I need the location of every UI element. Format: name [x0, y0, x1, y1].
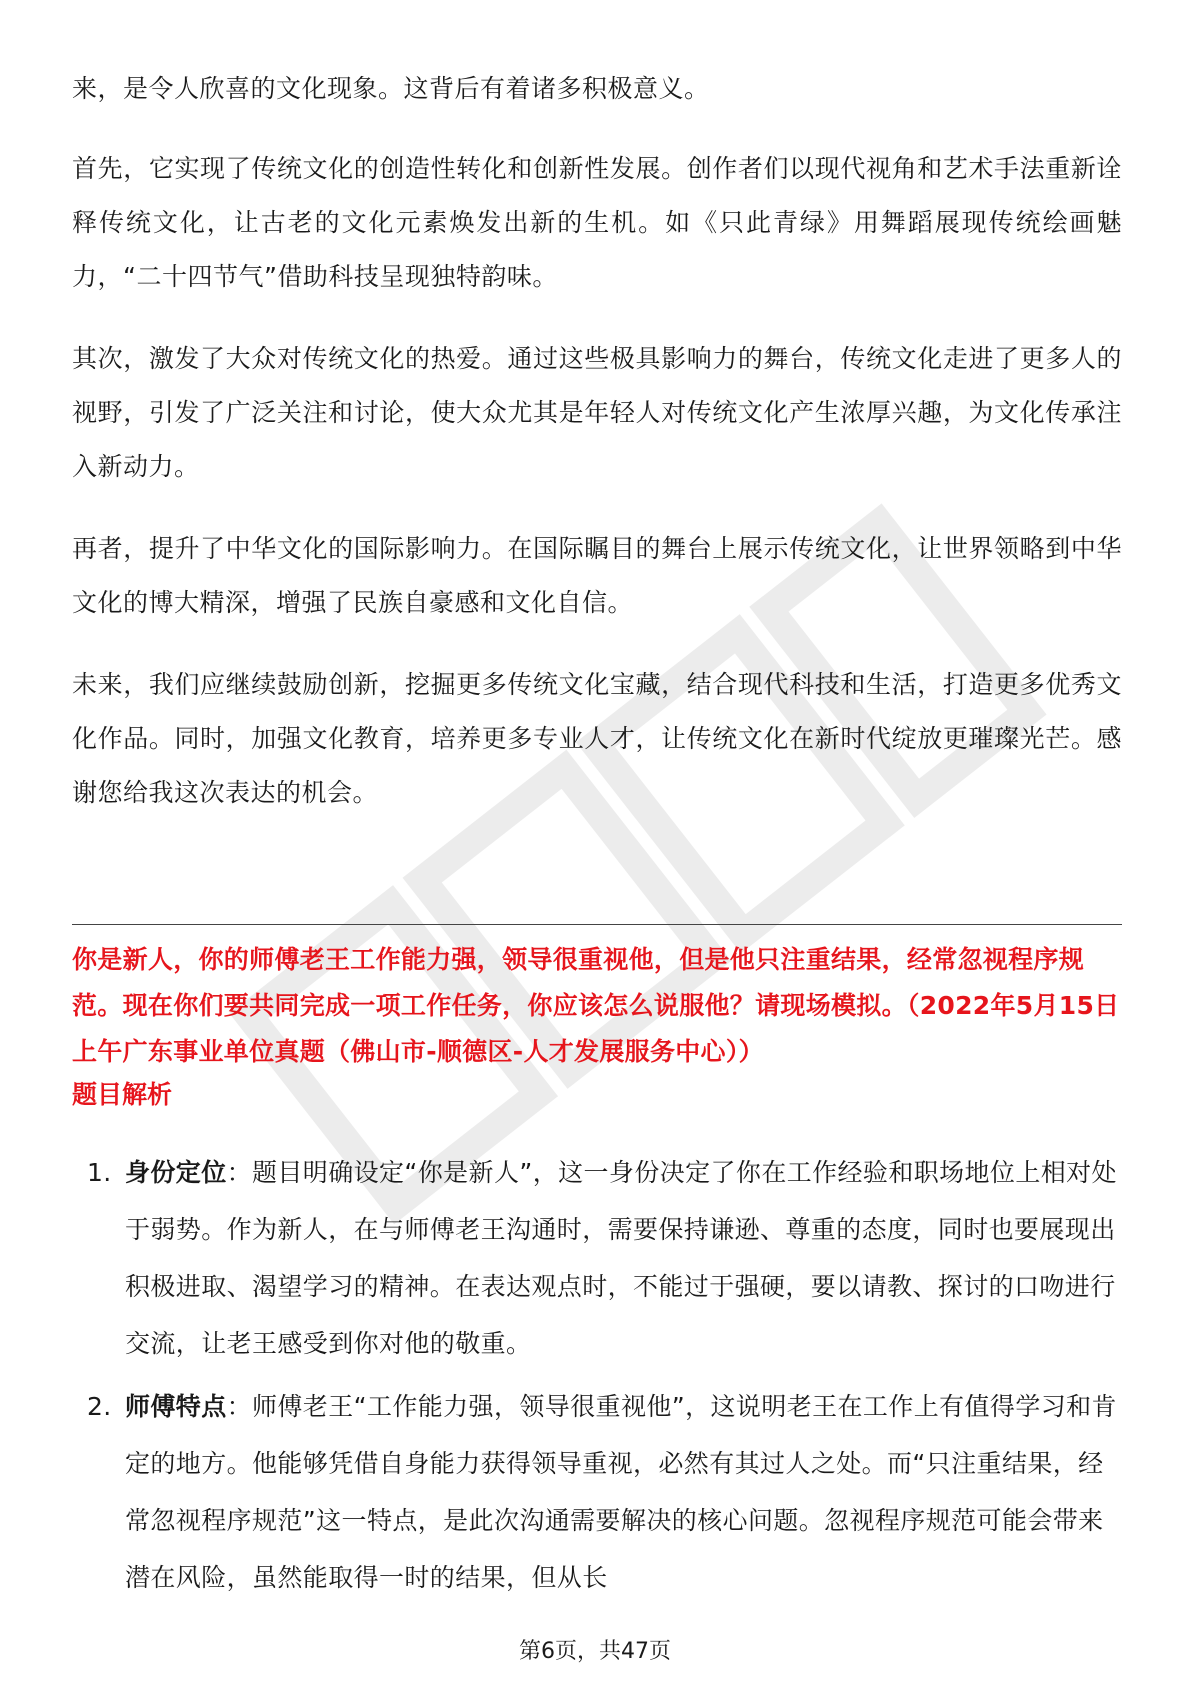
paragraph-intro: 来，是令人欣喜的文化现象。这背后有着诸多积极意义。	[72, 74, 710, 103]
page-number: 第6页，共47页	[519, 1639, 671, 1664]
list-item	[72, 1378, 1122, 1606]
list-item-title: 师傅特点	[125, 1392, 227, 1421]
list-item-text: ：师傅老王“工作能力强，领导很重视他”，这说明老王在工作上有值得学习和肯定的地方。他能够凭借自身能力获得领导重视，必然有其过人之处。而“只注重结果，经常忽视程序规范”这一特点，是此次沟通需要解决的核心问题。忽视程序规范可能会带来潜在风险，虽然能取得一时的结果，但从长	[125, 1392, 1117, 1592]
list-number: 1.	[87, 1158, 112, 1187]
list-item	[72, 1144, 1122, 1372]
paragraph-third-point: 再者，提升了中华文化的国际影响力。在国际瞩目的舞台上展示传统文化，让世界领略到中华文化的博大精深，增强了民族自豪感和文化自信。	[72, 534, 1122, 617]
paragraph-conclusion: 未来，我们应继续鼓励创新，挖掘更多传统文化宝藏，结合现代科技和生活，打造更多优秀文化作品。同时，加强文化教育，培养更多专业人才，让传统文化在新时代绽放更璀璨光芒。感谢您给我这次表达的机会。	[72, 670, 1122, 807]
paragraph-second-point: 其次，激发了大众对传统文化的热爱。通过这些极具影响力的舞台，传统文化走进了更多人的视野，引发了广泛关注和讨论，使大众尤其是年轻人对传统文化产生浓厚兴趣，为文化传承注入新动力。	[72, 344, 1122, 481]
question-text: 你是新人，你的师傅老王工作能力强，领导很重视他，但是他只注重结果，经常忽视程序规范。现在你们要共同完成一项工作任务，你应该怎么说服他？请现场模拟。（2022年5月15日上午广东事业单位真题（佛山市-顺德区-人才发展服务中心））	[72, 945, 1120, 1066]
body-text	[72, 62, 1122, 848]
list-item-text: ：题目明确设定“你是新人”，这一身份决定了你在工作经验和职场地位上相对处于弱势。作为新人，在与师傅老王沟通时，需要保持谦逊、尊重的态度，同时也要展现出积极进取、渴望学习的精神。在表达观点时，不能过于强硬，要以请教、探讨的口吻进行交流，让老王感受到你对他的敬重。	[125, 1158, 1117, 1358]
list-number: 2.	[87, 1392, 112, 1421]
analysis-list	[72, 1144, 1122, 1612]
list-item-title: 身份定位	[125, 1158, 227, 1187]
paragraph-first-point: 首先，它实现了传统文化的创造性转化和创新性发展。创作者们以现代视角和艺术手法重新诠释传统文化，让古老的文化元素焕发出新的生机。如《只此青绿》用舞蹈展现传统绘画魅力，“二十四节气”借助科技呈现独特韵味。	[72, 154, 1122, 291]
analysis-heading: 题目解析	[72, 1080, 173, 1109]
section-divider	[72, 924, 1122, 925]
